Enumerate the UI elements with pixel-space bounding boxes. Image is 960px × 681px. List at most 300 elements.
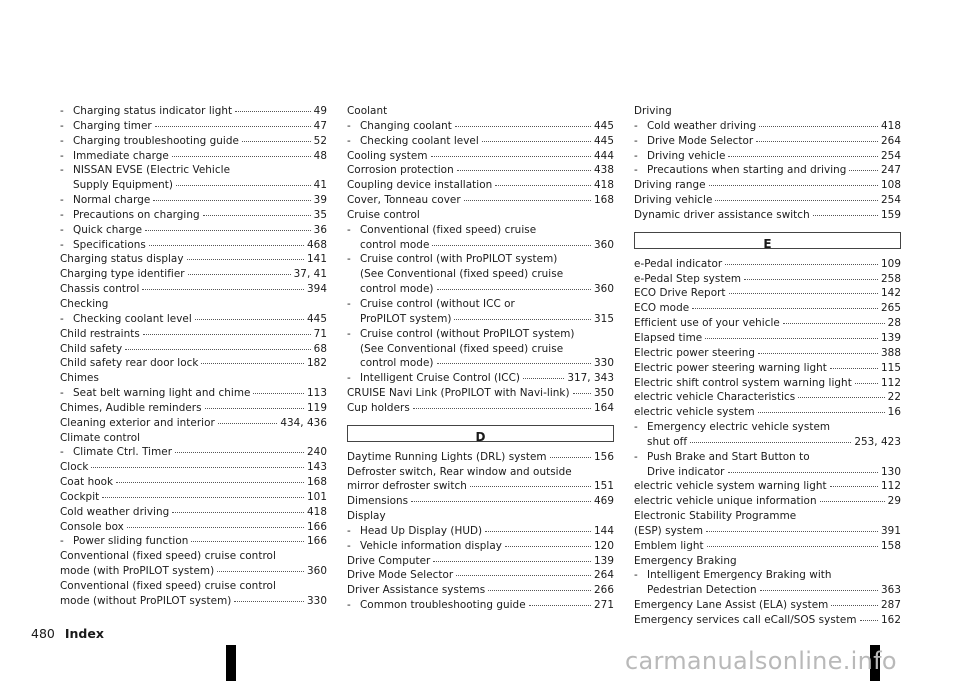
entry-line: [634, 539, 901, 554]
leader-dots: [143, 334, 311, 335]
leader-dots: [759, 126, 878, 127]
entry-line: [634, 465, 901, 480]
entry-text: Push Brake and Start Button to: [647, 450, 810, 463]
page-ref[interactable]: 317, 343: [567, 372, 614, 385]
entry-line: [347, 450, 614, 465]
index-entry: [60, 416, 327, 431]
entry-line: [60, 178, 327, 193]
entry-text: Charging status indicator light: [73, 105, 233, 117]
entry-text: control mode): [360, 283, 434, 296]
page-ref[interactable]: 253, 423: [854, 435, 901, 448]
page-ref[interactable]: 360: [594, 238, 614, 251]
leader-dots: [205, 408, 304, 409]
dash-marker: -: [634, 119, 638, 132]
index-entry: [634, 149, 901, 164]
dash-marker: -: [347, 253, 351, 266]
leader-dots: [573, 393, 591, 394]
index-entry: [347, 524, 614, 539]
index-entry: [634, 301, 901, 316]
page-ref[interactable]: 47: [313, 119, 327, 132]
entry-text: Drive Mode Selector: [647, 134, 754, 147]
page-ref[interactable]: 418: [594, 179, 614, 192]
index-entry: [347, 494, 614, 509]
entry-text: Cold weather driving: [647, 119, 757, 132]
entry-text: Electric shift control system warning light: [634, 376, 852, 389]
page-ref[interactable]: 445: [594, 119, 614, 132]
index-entry: [634, 568, 901, 598]
page-ref[interactable]: 156: [594, 450, 614, 463]
dash-marker: -: [60, 149, 64, 162]
entry-text: Console box: [60, 520, 124, 533]
entry-line: [60, 312, 327, 327]
page-ref[interactable]: 139: [594, 554, 614, 567]
entry-line: [60, 386, 327, 401]
index-entry: [634, 539, 901, 554]
entry-text: e-Pedal Step system: [634, 272, 742, 285]
entry-line: [634, 376, 901, 391]
leader-dots: [142, 289, 304, 290]
entry-text: Display: [347, 510, 386, 523]
page-ref[interactable]: 445: [307, 312, 327, 325]
leader-dots: [728, 472, 879, 473]
leader-dots: [550, 457, 591, 458]
page-ref[interactable]: 144: [594, 524, 614, 537]
page-ref[interactable]: 254: [881, 194, 901, 207]
entry-line: [347, 386, 614, 401]
leader-dots: [464, 200, 591, 201]
leader-dots: [176, 185, 311, 186]
leader-dots: [437, 289, 592, 290]
page-ref[interactable]: 115: [881, 361, 901, 374]
page-ref[interactable]: 71: [313, 327, 327, 340]
page-ref[interactable]: 48: [313, 149, 327, 162]
page-ref[interactable]: 271: [594, 599, 614, 612]
page-ref[interactable]: 330: [594, 357, 614, 370]
entry-text: ECO mode: [634, 302, 690, 315]
entry-text: (See Conventional (fixed speed) cruise: [360, 268, 564, 281]
entry-text: Cold weather driving: [60, 505, 170, 518]
entry-line: [60, 490, 327, 505]
leader-dots: [437, 363, 592, 364]
index-entry: [60, 282, 327, 297]
entry-text: Head Up Display (HUD): [360, 524, 483, 537]
page-ref[interactable]: 168: [307, 476, 327, 489]
entry-line: [347, 554, 614, 569]
entry-line: [60, 594, 327, 609]
entry-line: [60, 149, 327, 164]
entry-line: [60, 208, 327, 223]
page-ref[interactable]: 391: [881, 524, 901, 537]
entry-line: [634, 598, 901, 613]
entry-text: Cruise control: [347, 208, 420, 221]
dash-marker: -: [347, 297, 351, 310]
letter-header: [347, 425, 614, 442]
entry-line: [347, 178, 614, 193]
page-ref[interactable]: 35: [313, 208, 327, 221]
leader-dots: [707, 546, 878, 547]
dash-marker: -: [634, 134, 638, 147]
page-ref[interactable]: 16: [887, 406, 901, 419]
index-entry: [60, 342, 327, 357]
entry-text: Electric power steering warning light: [634, 361, 827, 374]
entry-text: Cruise control (without ICC or: [360, 297, 515, 310]
entry-text: Charging timer: [73, 119, 152, 132]
dash-marker: -: [634, 450, 638, 463]
leader-dots: [758, 412, 885, 413]
page-ref[interactable]: 120: [594, 539, 614, 552]
index-entry: [60, 401, 327, 416]
entry-text: Child safety rear door lock: [60, 357, 199, 370]
entry-text: Precautions when starting and driving: [647, 164, 847, 177]
dash-marker: -: [60, 223, 64, 236]
leader-dots: [709, 185, 878, 186]
entry-text: Pedestrian Detection: [647, 584, 757, 597]
index-entry: [634, 178, 901, 193]
page-ref[interactable]: 264: [594, 569, 614, 582]
page-ref[interactable]: 37, 41: [293, 268, 327, 281]
leader-dots: [218, 423, 277, 424]
page-ref[interactable]: 109: [881, 257, 901, 270]
dash-marker: -: [347, 134, 351, 147]
entry-line: [634, 450, 901, 465]
leader-dots: [432, 245, 591, 246]
entry-text: Quick charge: [73, 223, 143, 236]
leader-dots: [172, 512, 304, 513]
dash-marker: -: [634, 421, 638, 434]
page-ref[interactable]: 247: [881, 164, 901, 177]
entry-text: Chimes, Audible reminders: [60, 401, 202, 414]
page-ref[interactable]: 108: [881, 179, 901, 192]
leader-dots: [744, 279, 878, 280]
leader-dots: [830, 368, 878, 369]
index-entry: [60, 505, 327, 520]
index-entry: [60, 386, 327, 401]
index-entry: [347, 208, 614, 223]
page-ref[interactable]: 445: [594, 134, 614, 147]
entry-text: Coolant: [347, 105, 388, 117]
index-entry: [634, 390, 901, 405]
entry-line: [347, 104, 614, 119]
entry-line: [634, 509, 901, 524]
entry-line: [60, 445, 327, 460]
entry-line: [634, 257, 901, 272]
page-ref[interactable]: 418: [881, 119, 901, 132]
page-ref[interactable]: 151: [594, 480, 614, 493]
leader-dots: [454, 319, 591, 320]
entry-line: [634, 104, 901, 119]
entry-line: [60, 297, 327, 312]
leader-dots: [455, 126, 591, 127]
entry-line: [60, 223, 327, 238]
entry-text: mirror defroster switch: [347, 480, 467, 493]
page-ref[interactable]: 166: [307, 520, 327, 533]
entry-text: Cup holders: [347, 401, 410, 414]
leader-dots: [482, 141, 591, 142]
dash-marker: -: [634, 569, 638, 582]
entry-line: [60, 520, 327, 535]
leader-dots: [529, 605, 591, 606]
letter-header-text: E: [763, 236, 772, 251]
page-ref[interactable]: 39: [313, 194, 327, 207]
index-entry: [347, 252, 614, 297]
page-ref[interactable]: 264: [881, 134, 901, 147]
leader-dots: [235, 111, 311, 112]
page-ref[interactable]: 143: [307, 461, 327, 474]
dash-marker: -: [60, 164, 64, 177]
entry-text: Elapsed time: [634, 331, 703, 344]
leader-dots: [188, 274, 291, 275]
index-entry: [347, 386, 614, 401]
leader-dots: [253, 393, 304, 394]
entry-line: [60, 564, 327, 579]
page-ref[interactable]: 112: [881, 480, 901, 493]
dash-marker: -: [347, 327, 351, 340]
index-entry: [60, 549, 327, 579]
entry-line: [60, 534, 327, 549]
index-entry: [634, 405, 901, 420]
page-ref[interactable]: 360: [594, 283, 614, 296]
leader-dots: [127, 527, 304, 528]
page-ref[interactable]: 158: [881, 539, 901, 552]
entry-text: Corrosion protection: [347, 164, 454, 177]
page-ref[interactable]: 444: [594, 149, 614, 162]
page-ref[interactable]: 29: [887, 495, 901, 508]
page-ref[interactable]: 52: [313, 134, 327, 147]
entry-line: [60, 327, 327, 342]
page-ref[interactable]: 266: [594, 584, 614, 597]
page-ref[interactable]: 350: [594, 387, 614, 400]
page-ref[interactable]: 468: [307, 238, 327, 251]
entry-text: (ESP) system: [634, 524, 704, 537]
entry-text: Coupling device installation: [347, 179, 493, 192]
index-entry: [634, 286, 901, 301]
entry-text: Cover, Tonneau cover: [347, 194, 461, 207]
entry-line: [347, 583, 614, 598]
index-entry: [347, 104, 614, 119]
page-ref[interactable]: 315: [594, 312, 614, 325]
entry-text: Seat belt warning light and chime: [73, 387, 251, 400]
leader-dots: [175, 452, 304, 453]
entry-line: [347, 252, 614, 267]
index-entry: [60, 371, 327, 386]
index-entry: [60, 579, 327, 609]
entry-text: Cleaning exterior and interior: [60, 416, 215, 429]
leader-dots: [411, 501, 591, 502]
leader-dots: [728, 156, 878, 157]
page-ref[interactable]: 287: [881, 599, 901, 612]
leader-dots: [849, 170, 878, 171]
index-entry: [60, 475, 327, 490]
page-ref[interactable]: 388: [881, 346, 901, 359]
page-ref[interactable]: 418: [307, 505, 327, 518]
page-ref[interactable]: 164: [594, 401, 614, 414]
page-ref[interactable]: 438: [594, 164, 614, 177]
page-ref[interactable]: 101: [307, 490, 327, 503]
index-entry: [347, 119, 614, 134]
index-entry: [634, 361, 901, 376]
page-ref[interactable]: 168: [594, 194, 614, 207]
page-ref[interactable]: 162: [881, 614, 901, 626]
dash-marker: -: [60, 105, 64, 117]
page-ref[interactable]: 141: [307, 253, 327, 266]
index-entry: [347, 371, 614, 386]
page-ref[interactable]: 41: [313, 179, 327, 192]
page-ref[interactable]: 22: [887, 391, 901, 404]
watermark: carmanualsonline.info: [625, 647, 897, 675]
entry-line: [347, 223, 614, 238]
entry-line: [60, 282, 327, 297]
page-ref[interactable]: 394: [307, 283, 327, 296]
entry-text: Charging troubleshooting guide: [73, 134, 239, 147]
index-entry: [60, 267, 327, 282]
dash-marker: -: [347, 223, 351, 236]
page-ref[interactable]: 258: [881, 272, 901, 285]
page-ref[interactable]: 159: [881, 208, 901, 221]
entry-line: [60, 460, 327, 475]
page-ref[interactable]: 434, 436: [280, 416, 327, 429]
page-ref[interactable]: 265: [881, 302, 901, 315]
entry-line: [634, 163, 901, 178]
entry-line: [347, 509, 614, 524]
entry-text: Chimes: [60, 372, 99, 385]
page-ref[interactable]: 182: [307, 357, 327, 370]
entry-text: Conventional (fixed speed) cruise: [360, 223, 537, 236]
dash-marker: -: [634, 149, 638, 162]
entry-line: [634, 554, 901, 569]
index-entry: [60, 431, 327, 446]
leader-dots: [413, 408, 591, 409]
leader-dots: [729, 293, 878, 294]
index-column-3: [634, 104, 901, 628]
entry-text: Chassis control: [60, 283, 140, 296]
entry-line: [634, 134, 901, 149]
page-ref[interactable]: 469: [594, 495, 614, 508]
dash-marker: -: [60, 134, 64, 147]
leader-dots: [116, 482, 304, 483]
dash-marker: -: [347, 599, 351, 612]
index-entry: [347, 583, 614, 598]
page-ref[interactable]: 254: [881, 149, 901, 162]
index-entry: [634, 119, 901, 134]
entry-line: [60, 579, 327, 594]
index-entry: [60, 119, 327, 134]
entry-line: [60, 431, 327, 446]
entry-text: Climate Ctrl. Timer: [73, 446, 173, 459]
page-ref[interactable]: 363: [881, 584, 901, 597]
entry-text: Immediate charge: [73, 149, 169, 162]
entry-line: [634, 208, 901, 223]
entry-text: Emergency Lane Assist (ELA) system: [634, 599, 829, 612]
entry-text: Intelligent Cruise Control (ICC): [360, 372, 520, 385]
index-entry: [634, 494, 901, 509]
leader-dots: [495, 185, 591, 186]
dash-marker: -: [60, 119, 64, 132]
index-entry: [60, 460, 327, 475]
index-entry: [60, 297, 327, 312]
entry-text: Driving vehicle: [647, 149, 726, 162]
page-ref[interactable]: 166: [307, 535, 327, 548]
entry-line: [60, 505, 327, 520]
leader-dots: [692, 308, 878, 309]
page-ref[interactable]: 119: [307, 401, 327, 414]
entry-line: [634, 583, 901, 598]
leader-dots: [234, 601, 304, 602]
entry-text: Intelligent Emergency Braking with: [647, 569, 832, 582]
entry-line: [634, 420, 901, 435]
entry-line: [347, 568, 614, 583]
entry-text: Child restraints: [60, 327, 140, 340]
page-ref[interactable]: 330: [307, 594, 327, 607]
page-ref[interactable]: 112: [881, 376, 901, 389]
entry-line: [634, 494, 901, 509]
entry-text: Conventional (fixed speed) cruise control: [60, 580, 276, 592]
page-ref[interactable]: 49: [313, 105, 327, 117]
index-entry: [347, 450, 614, 465]
entry-text: Supply Equipment): [73, 179, 174, 192]
entry-text: Electronic Stability Programme: [634, 510, 797, 523]
entry-text: Cruise control (without ProPILOT system): [360, 327, 575, 340]
leader-dots: [523, 378, 564, 379]
entry-text: electric vehicle system warning light: [634, 480, 827, 493]
page-ref[interactable]: 139: [881, 331, 901, 344]
page-ref[interactable]: 68: [313, 342, 327, 355]
page-ref[interactable]: 113: [307, 387, 327, 400]
page-ref[interactable]: 28: [887, 317, 901, 330]
entry-text: Conventional (fixed speed) cruise control: [60, 550, 276, 563]
entry-text: ECO Drive Report: [634, 287, 726, 300]
entry-text: Efficient use of your vehicle: [634, 317, 780, 330]
entry-text: Emblem light: [634, 539, 704, 552]
index-entry: [60, 490, 327, 505]
dash-marker: -: [60, 387, 64, 400]
entry-line: [634, 193, 901, 208]
letter-header-text: D: [475, 429, 486, 444]
entry-line: [347, 539, 614, 554]
page-ref[interactable]: 142: [881, 287, 901, 300]
leader-dots: [195, 319, 304, 320]
page-ref[interactable]: 360: [307, 565, 327, 578]
index-entry: [347, 509, 614, 524]
entry-line: [634, 149, 901, 164]
entry-line: [347, 524, 614, 539]
leader-dots: [191, 541, 304, 542]
entry-line: [60, 163, 327, 178]
leader-dots: [798, 397, 884, 398]
leader-dots: [456, 575, 591, 576]
entry-text: Cooling system: [347, 149, 428, 162]
dash-marker: -: [347, 372, 351, 385]
entry-line: [347, 312, 614, 327]
index-entry: [347, 554, 614, 569]
dash-marker: -: [60, 238, 64, 251]
page-ref[interactable]: 36: [313, 223, 327, 236]
leader-dots: [125, 349, 311, 350]
binding-bar-left: [226, 645, 236, 681]
leader-dots: [855, 383, 878, 384]
entry-line: [60, 475, 327, 490]
entry-text: mode (without ProPILOT system): [60, 594, 232, 607]
entry-text: Specifications: [73, 238, 146, 251]
leader-dots: [172, 156, 311, 157]
entry-text: Charging type identifier: [60, 268, 185, 281]
page-ref[interactable]: 130: [881, 465, 901, 478]
index-entry: [634, 193, 901, 208]
page-ref[interactable]: 240: [307, 446, 327, 459]
index-entry: [60, 223, 327, 238]
page-number: 480: [31, 626, 55, 641]
entry-line: [634, 524, 901, 539]
leader-dots: [102, 497, 304, 498]
